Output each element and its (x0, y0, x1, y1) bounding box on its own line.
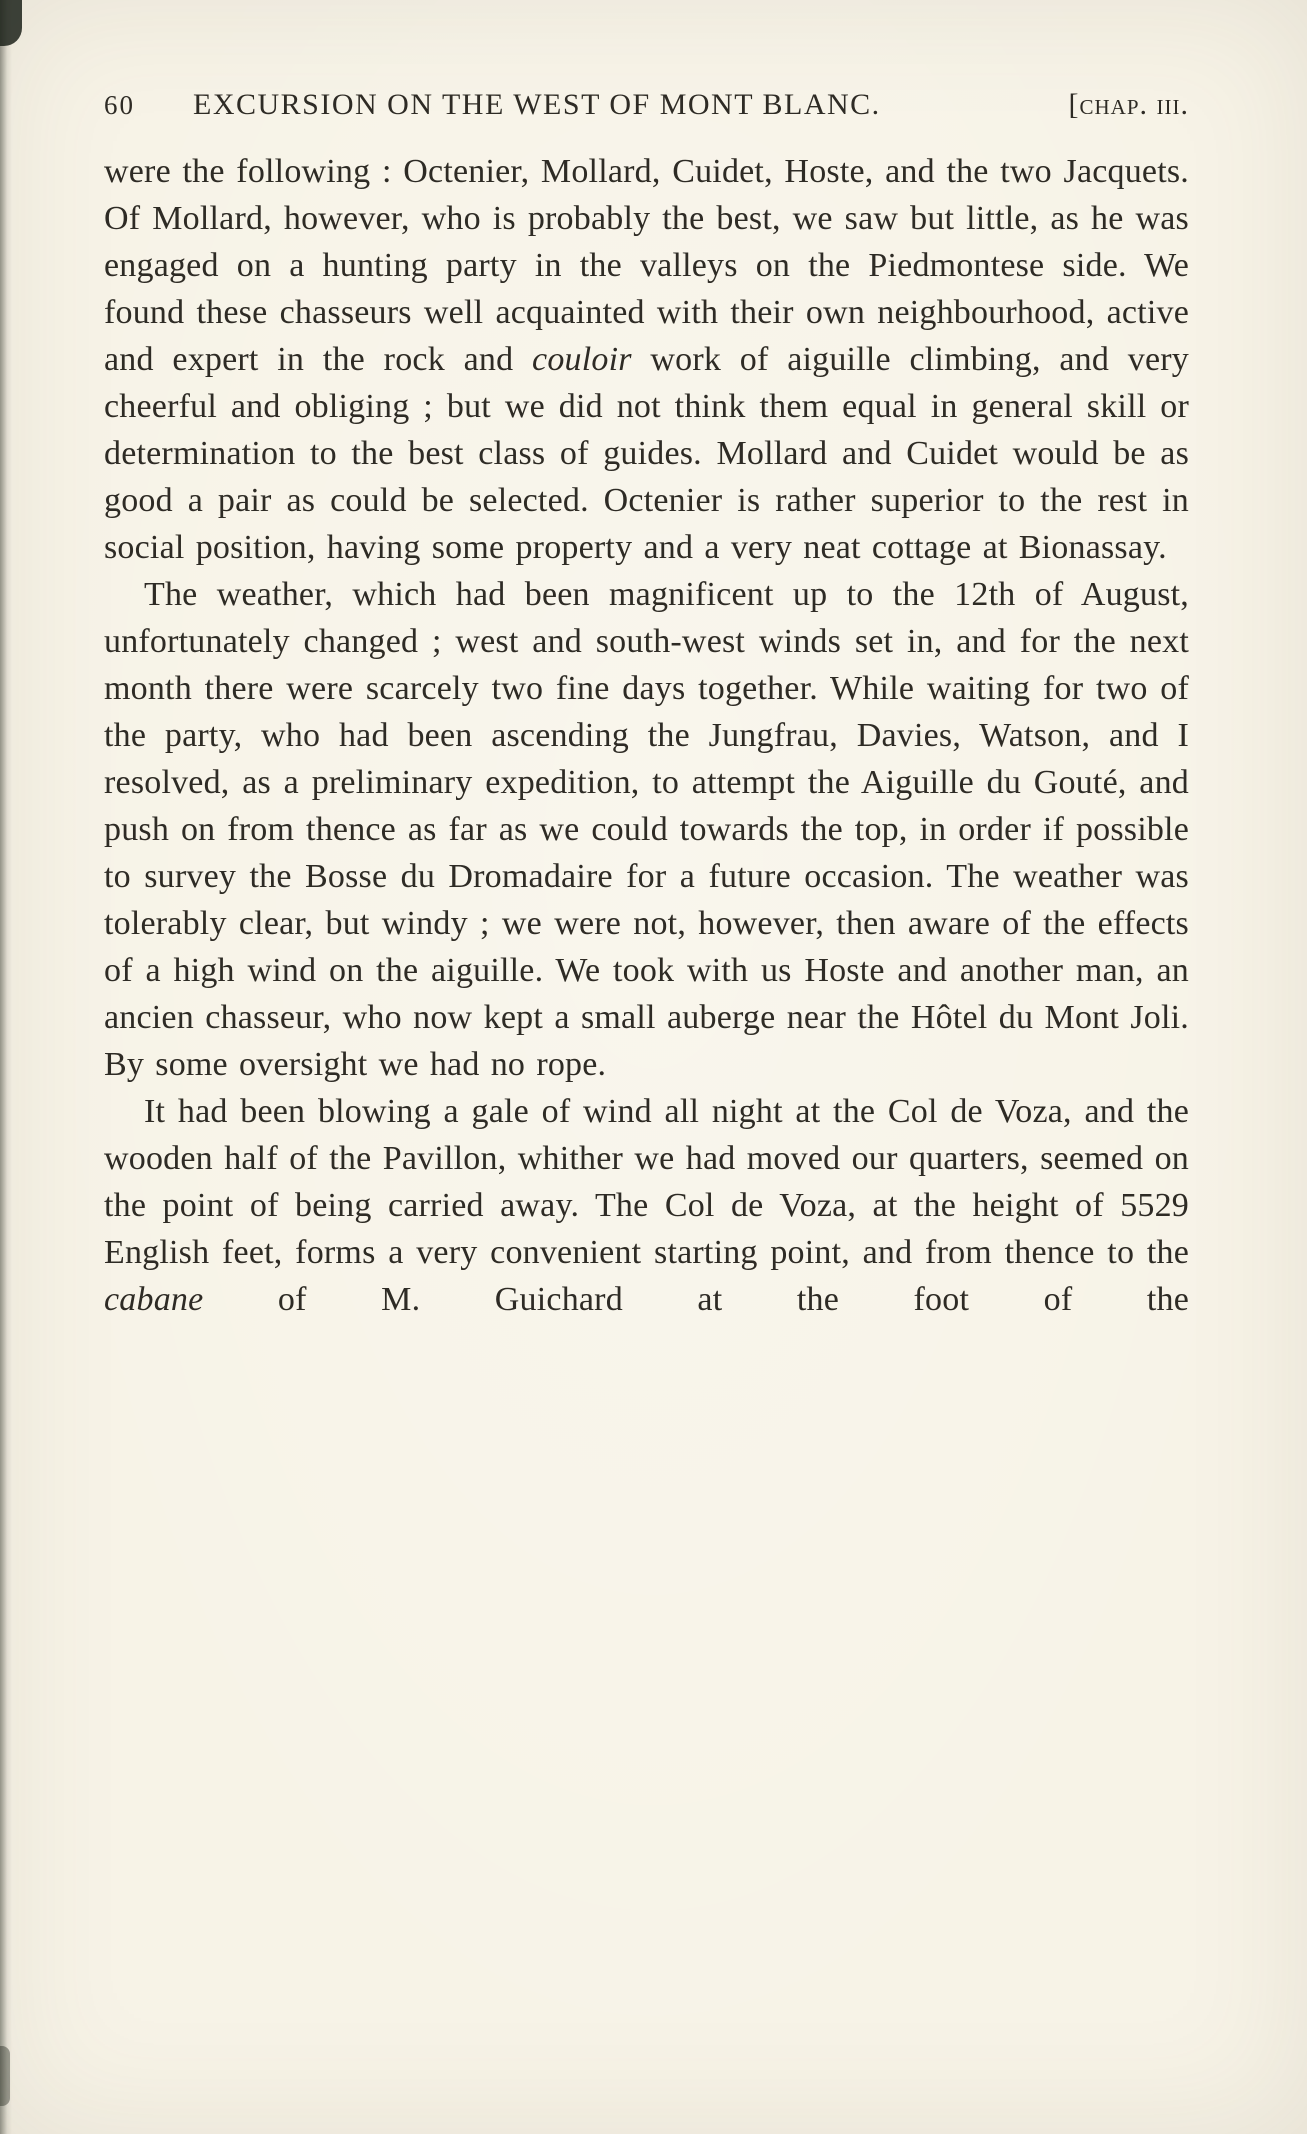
scan-edge-shadow (0, 0, 12, 2134)
body-text: It had been blowing a gale of wind all night at the Col de Voza, and the wooden half of the Pavillon, whither we had moved our quarters, seemed on the point of being carried away. The Col de Voza, at the height of 5529 English feet, forms a very convenient starting point, and from thence to the (104, 1093, 1189, 1271)
text-block (104, 148, 1189, 1323)
body-text: of M. Guichard at the foot of the (203, 1281, 1189, 1318)
running-title: EXCURSION ON THE WEST OF MONT BLANC. (193, 88, 881, 121)
paragraph (104, 148, 1189, 571)
page-header (104, 88, 1189, 122)
paragraph (104, 571, 1189, 1088)
paragraph (104, 1088, 1189, 1323)
body-text: were the following : Octenier, Mollard, Cuidet, Hoste, and the two Jacquets. Of Mollard, however, who is probably the best, we saw but little, as he was engaged on a hunting party in the valleys on the Piedmontese side. We found these chasseurs well acquainted with their own neighbourhood, active and expert in the rock and (104, 153, 1189, 378)
scan-corner-mark-bottom (0, 2046, 10, 2106)
body-text: work of aiguille climbing, and very cheerful and obliging ; but we did not think them equal in general skill or determination to the best class of guides. Mollard and Cuidet would be as good a pair as could be selected. Octenier is rather superior to the rest in social position, having some property and a very neat cottage at Bionassay. (104, 341, 1189, 566)
italic-text: cabane (104, 1281, 204, 1318)
body-text: The weather, which had been magnificent up to the 12th of August, unfortunately changed ; west and south-west winds set in, and for the next month there were scarcely two fine days together. While waiting for two of the party, who had been ascending the Jungfrau, Davies, Watson, and I resolved, as a preliminary expedition, to attempt the Aiguille du Gouté, and push on from thence as far as we could towards the top, in order if possible to survey the Bosse du Dromadaire for a future occasion. The weather was tolerably clear, but windy ; we were not, however, then aware of the effects of a high wind on the aiguille. We took with us Hoste and another man, an ancien chasseur, who now kept a small auberge near the Hôtel du Mont Joli. By some oversight we had no rope. (104, 576, 1189, 1083)
page-number: 60 (104, 90, 135, 120)
chapter-marker: [chap. iii. (1068, 88, 1189, 121)
scan-corner-mark-top (0, 0, 22, 46)
italic-text: couloir (532, 341, 632, 378)
